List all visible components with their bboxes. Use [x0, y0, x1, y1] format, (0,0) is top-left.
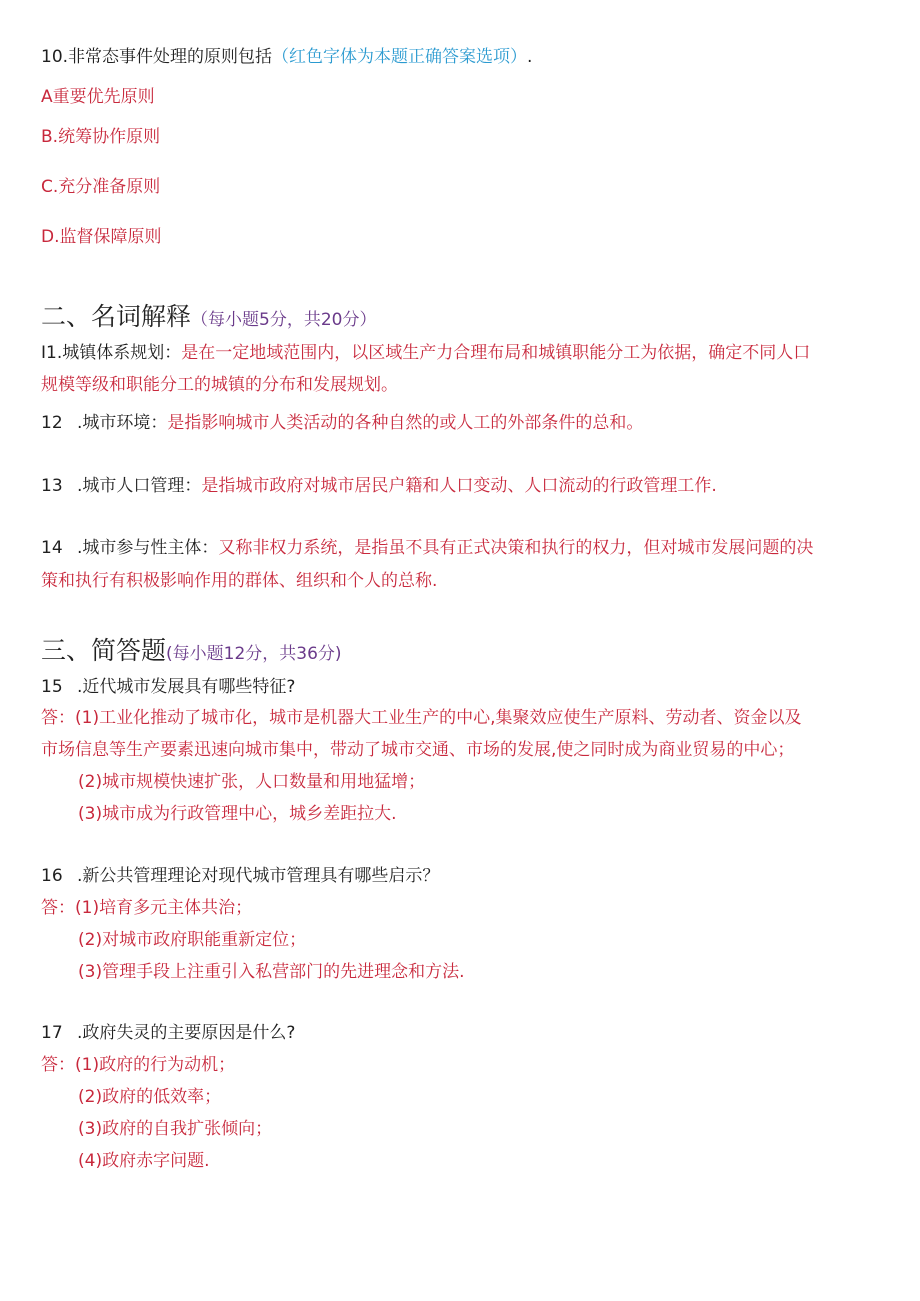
q10-option-a: A重要优先原则 [41, 87, 155, 107]
q17-answer-line1 [41, 1054, 235, 1076]
q15-answer-prefix: 答： [41, 708, 75, 728]
section3-note: (每小题12分，共36分) [166, 644, 342, 664]
q15-answer-1: (1)工业化推动了城市化，城市是机器大工业生产的中心,集聚效应使生产原料、劳动者、资金以及 [75, 708, 802, 728]
term-12-line [41, 412, 643, 434]
q16-answer-1: (1)培育多元主体共治； [75, 898, 253, 918]
q15-answer-line1 [41, 707, 801, 729]
q15-answer-3: (2)城市规模快速扩张，人口数量和用地猛增； [78, 772, 426, 792]
term-14-answer-1: 又称非权力系统，是指虽不具有正式决策和执行的权力，但对城市发展问题的决 [218, 538, 814, 558]
term-14-line1 [41, 537, 813, 559]
q15-answer-4: (3)城市成为行政管理中心，城乡差距拉大. [78, 804, 397, 824]
q15-answer-2: 市场信息等生产要素迅速向城市集中，带动了城市交通、市场的发展,使之同时成为商业贸易的中心； [41, 740, 795, 760]
q10-option-c: C.充分准备原则 [41, 177, 161, 197]
term-13-label: .城市人口管理： [77, 476, 202, 496]
term-13-num: 13 [41, 476, 63, 496]
term-11-answer-1: 是在一定地域范围内，以区域生产力合理布局和城镇职能分工为依据，确定不同人口 [181, 343, 811, 363]
q15-stem-line [41, 676, 295, 698]
section3-heading [41, 636, 342, 669]
section2-note: （每小题5分，共20分） [191, 310, 377, 330]
q16-answer-line1 [41, 897, 252, 919]
term-13-answer: 是指城市政府对城市居民户籍和人口变动、人口流动的行政管理工作. [201, 476, 717, 496]
q17-answer-3: (3)政府的自我扩张倾向； [78, 1119, 273, 1139]
q17-answer-prefix: 答： [41, 1055, 75, 1075]
q16-num: 16 [41, 866, 63, 886]
term-14-num: 14 [41, 538, 63, 558]
q17-stem: .政府失灵的主要原因是什么? [77, 1023, 296, 1043]
term-12-label: .城市环境： [77, 413, 168, 433]
q10-option-d: D.监督保障原则 [41, 227, 162, 247]
q16-stem-line [41, 865, 439, 887]
term-12-num: 12 [41, 413, 63, 433]
term-11-answer-2: 规模等级和职能分工的城镇的分布和发展规划。 [41, 375, 398, 395]
q16-stem: .新公共管理理论对现代城市管理具有哪些启示？ [77, 866, 440, 886]
term-11-line1 [41, 342, 810, 364]
term-14-answer-2: 策和执行有积极影响作用的群体、组织和个人的总称. [41, 571, 438, 591]
section2-title: 二、名词解释 [41, 302, 192, 331]
q10-note: （红色字体为本题正确答案选项） [272, 47, 528, 67]
term-14-label: .城市参与性主体： [77, 538, 219, 558]
q17-answer-1: (1)政府的行为动机； [75, 1055, 236, 1075]
q10-stem-line [41, 46, 532, 68]
q17-stem-line [41, 1022, 295, 1044]
q16-answer-prefix: 答： [41, 898, 75, 918]
q17-num: 17 [41, 1023, 63, 1043]
q15-num: 15 [41, 677, 63, 697]
term-12-answer: 是指影响城市人类活动的各种自然的或人工的外部条件的总和。 [167, 413, 644, 433]
q10-option-b: B.统筹协作原则 [41, 127, 161, 147]
q17-answer-4: (4)政府赤字问题. [78, 1151, 210, 1171]
section3-title: 三、简答题 [41, 636, 167, 665]
term-13-line [41, 475, 717, 497]
q10-stem: 10.非常态事件处理的原则包括 [41, 47, 273, 67]
q16-answer-2: (2)对城市政府职能重新定位； [78, 930, 307, 950]
term-11-label: I1.城镇体系规划： [41, 343, 182, 363]
section2-heading [41, 302, 376, 335]
q15-stem: .近代城市发展具有哪些特征? [77, 677, 296, 697]
q10-tail: . [527, 47, 533, 67]
q17-answer-2: (2)政府的低效率； [78, 1087, 222, 1107]
q16-answer-3: (3)管理手段上注重引入私营部门的先进理念和方法. [78, 962, 465, 982]
